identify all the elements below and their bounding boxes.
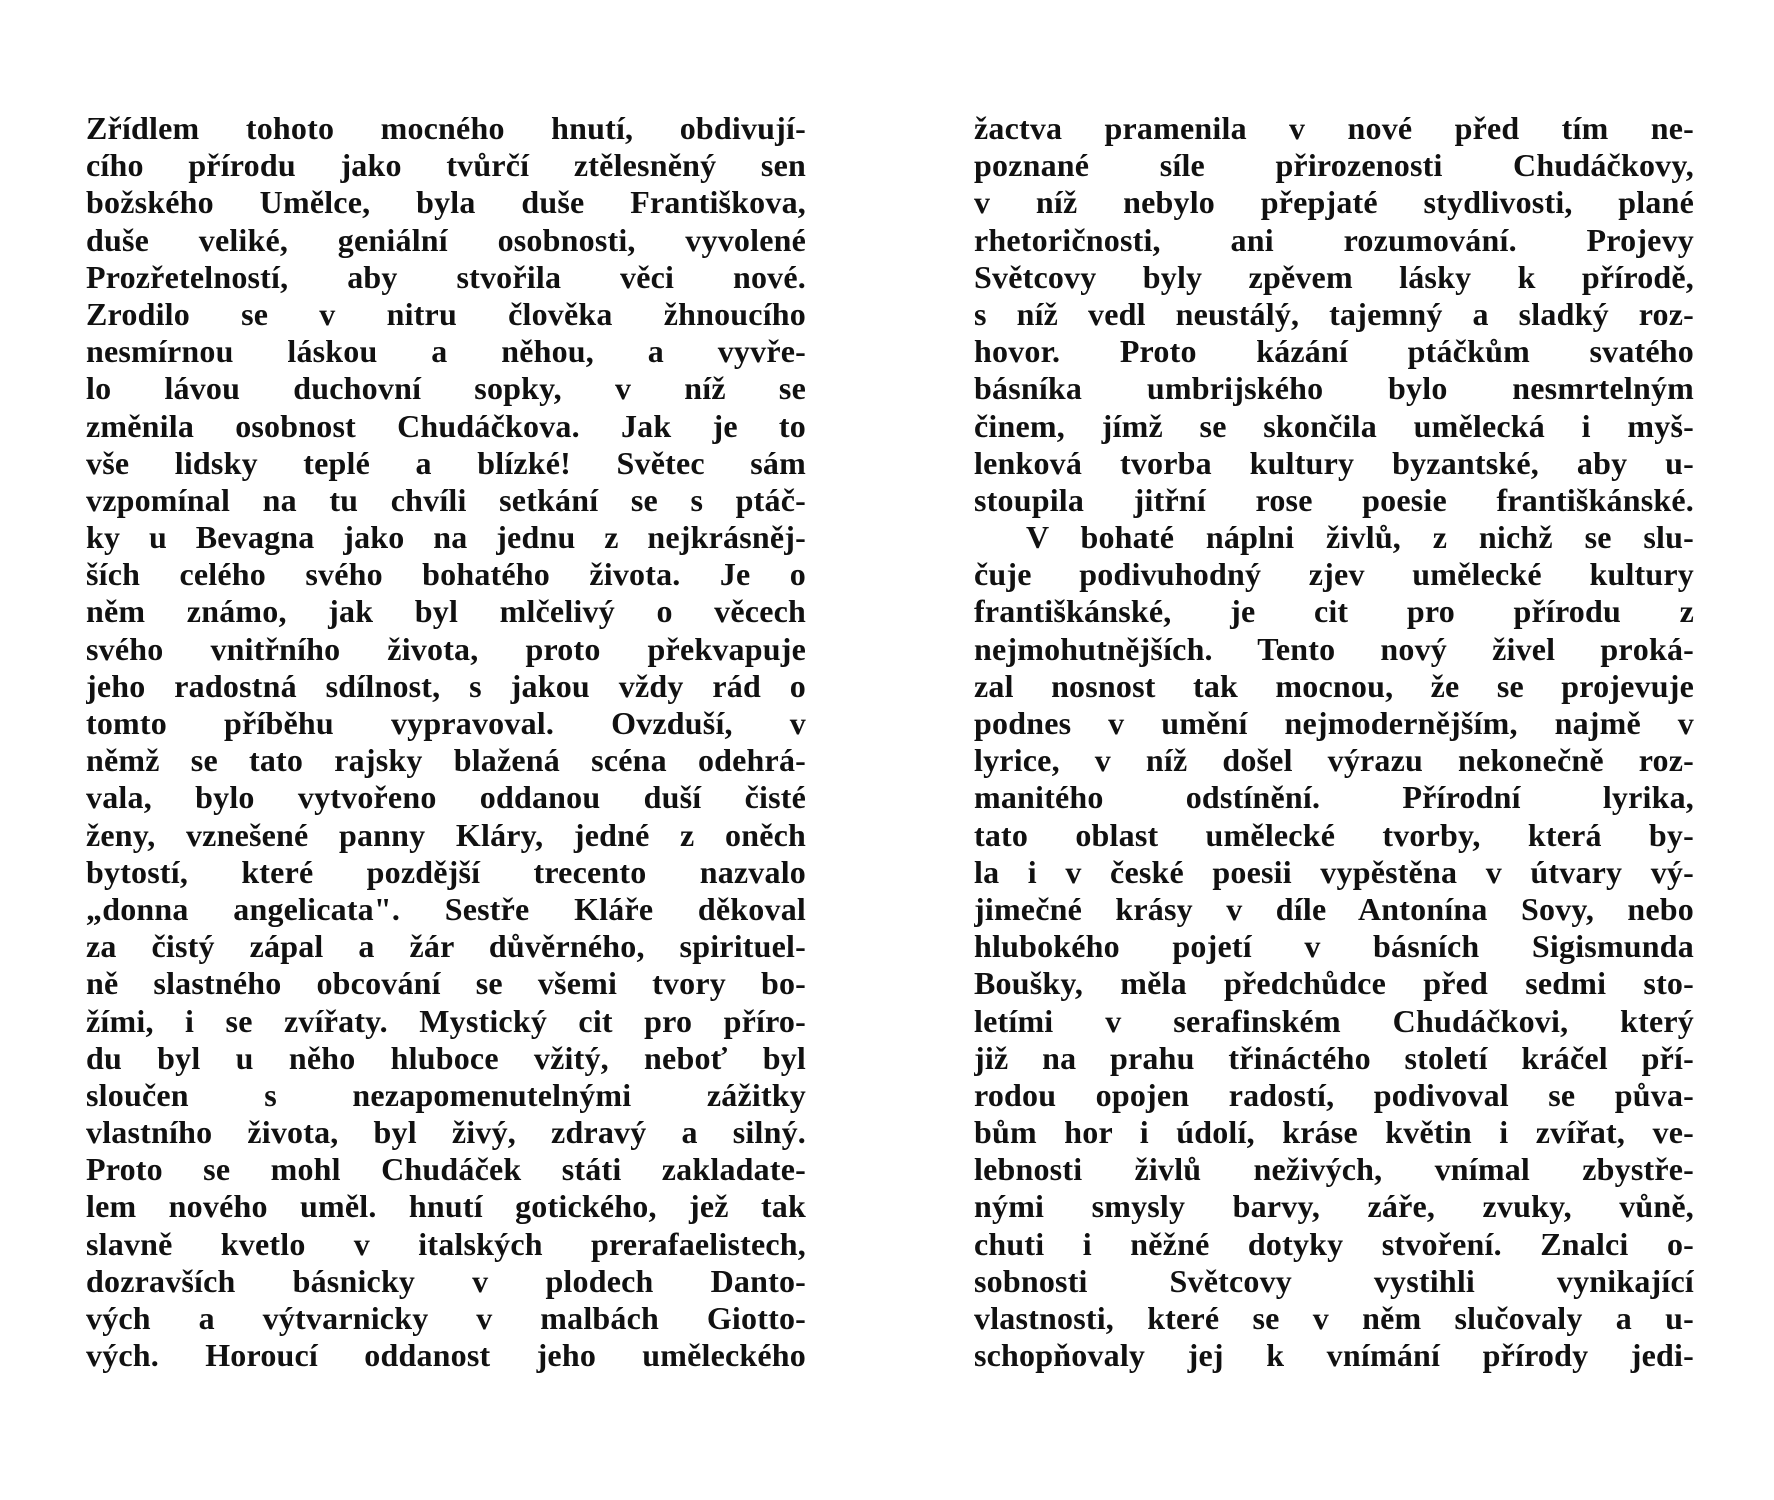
text-line: něm známo, jak byl mlčelivý o věcech [86,593,806,630]
text-line: vlastnosti, které se v něm slučovaly a u- [974,1300,1694,1336]
text-line: Boušky, měla předchůdce před sedmi sto- [974,965,1694,1002]
text-line: vala, bylo vytvořeno oddanou duší čisté [86,779,806,816]
text-line: lebnosti živlů neživých, vnímal zbystře- [974,1151,1694,1188]
text-line: básníka umbrijského bylo nesmrtelným [974,370,1694,407]
text-line: nými smysly barvy, záře, zvuky, vůně, [974,1188,1694,1225]
text-line: čuje podivuhodný zjev umělecké kultury [974,556,1694,593]
text-line: změnila osobnost Chudáčkova. Jak je to [86,407,806,444]
text-line: hlubokého pojetí v básních Sigismunda [974,928,1694,965]
text-line: v níž nebylo přepjaté stydlivosti, plané [974,184,1694,221]
text-line: jeho radostná sdílnost, s jakou vždy rád o [86,667,806,704]
text-line: němž se tato rajsky blažená scéna odehrá- [86,742,806,779]
right-page-text [974,110,1694,1374]
text-line: sobnosti Světcovy vystihli vynikající [974,1262,1694,1299]
text-line: V bohaté náplni živlů, z nichž se slu- [1026,519,1694,556]
text-line: svého vnitřního života, proto překvapuje [86,630,806,667]
text-line: bům hor i údolí, kráse květin i zvířat, ve- [974,1114,1694,1151]
text-line: lo lávou duchovní sopky, v níž se [86,370,806,407]
text-line: la i v české poesii vypěstěna v útvary vý- [974,853,1694,890]
text-line: nejmohutnějších. Tento nový živel prоká- [974,630,1694,667]
text-line: Zrodilo se v nitru člověka žhnoucího [86,295,806,332]
text-line: duše veliké, geniální osobnosti, vyvolené [86,221,806,258]
text-line: bytostí, které pozdější trecento nazvalo [86,853,806,890]
text-line: žími, i se zvířaty. Mystický cit pro příro- [86,1002,806,1039]
text-line: Zřídlem tohoto mocného hnutí, obdivují- [86,110,806,146]
text-line: ších celého svého bohatého života. Je o [86,556,806,593]
text-line: lenková tvorba kultury byzantské, aby u- [974,444,1694,481]
text-line: slavně kvetlo v italských prerafaelistech, [86,1225,806,1262]
text-line: zal nosnost tak mocnou, že se projevuje [974,667,1694,704]
text-line: žactva pramenila v nové před tím ne- [974,110,1694,146]
text-line: božského Umělce, byla duše Františkova, [86,184,806,221]
text-line: za čistý zápal a žár důvěrného, spirituel- [86,928,806,965]
text-line: s níž vedl neustálý, tajemný a sladký roz- [974,295,1694,332]
text-line: tomto příběhu vypravoval. Ovzduší, v [86,705,806,741]
text-line: františkánské, je cit pro přírodu z [974,593,1694,630]
text-line: hovor. Proto kázání ptáčkům svatého [974,333,1694,370]
text-line: stoupila jitřní rose poesie františkánské. [974,481,1694,518]
text-line: vzpomínal na tu chvíli setkání se s ptáč- [86,481,806,518]
text-line: nesmírnou láskou a něhou, a vyvřе- [86,333,806,370]
text-line: vše lidsky teplé a blízké! Světec sám [86,444,806,481]
text-line: rhetoričnosti, ani rozumování. Projevy [974,221,1694,258]
text-line: rodou opojen radostí, podivoval se půva- [974,1076,1694,1113]
text-line: činem, jímž se skončila umělecká i myš- [974,407,1694,444]
text-line: manitého odstínění. Přírodní lyrika, [974,779,1694,816]
text-line: vých. Horoucí oddanost jeho uměleckého [86,1337,806,1374]
left-page-text [86,110,806,1374]
text-line: chuti i něžné dotyky stvoření. Znalci o- [974,1225,1694,1262]
text-line: vlastního života, byl živý, zdravý a silný. [86,1114,806,1151]
text-line: sloučen s nezapomenutelnými zážitky [86,1076,806,1113]
text-line: „donna angelicata". Sestře Kláře děkoval [86,890,806,927]
text-line: lyrice, v níž došel výrazu nekonečně roz- [974,742,1694,779]
text-line: Prozřetelností, aby stvořila věci nové. [86,258,806,295]
text-line: vých a výtvarnicky v malbách Giotto- [86,1300,806,1336]
text-line: Proto se mohl Chudáček státi zakladate- [86,1151,806,1188]
text-line: du byl u něho hluboce vžitý, neboť byl [86,1039,806,1076]
text-line: lem nového uměl. hnutí gotického, jež tak [86,1188,806,1225]
text-line: poznané síle přirozenosti Chudáčkovy, [974,147,1694,184]
text-line: cího přírodu jako tvůrčí ztělesněný sen [86,147,806,184]
text-line: letími v serafinském Chudáčkovi, který [974,1002,1694,1039]
text-line: tato oblast umělecké tvorby, která by- [974,816,1694,853]
text-line: podnes v umění nejmodernějším, najmě v [974,705,1694,741]
text-line: již na prahu třináctého století kráčel pří- [974,1039,1694,1076]
text-line: ženy, vznešené panny Kláry, jedné z oněch [86,816,806,853]
text-line: ně slastného obcování se všemi tvory bo- [86,965,806,1002]
text-line: jimečné krásy v díle Antonína Sovy, nebo [974,890,1694,927]
text-line: Světcovy byly zpěvem lásky k přírodě, [974,258,1694,295]
text-line: dozravších básnicky v plodech Danto- [86,1262,806,1299]
text-line: schopňovaly jej k vnímání přírody jedi- [974,1337,1694,1374]
text-line: ky u Bevagna jako na jednu z nejkrásněj- [86,519,806,556]
